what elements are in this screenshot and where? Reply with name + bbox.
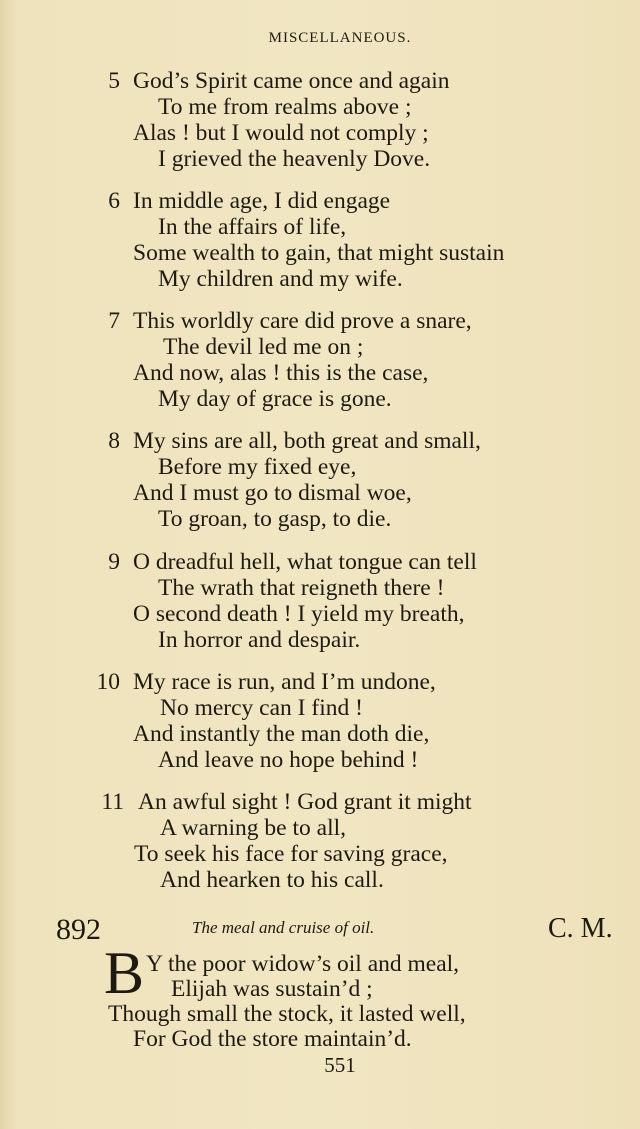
hymn-meter: C. M.: [548, 913, 613, 944]
verse-line: I grieved the heavenly Dove.: [158, 146, 431, 172]
drop-cap: B: [104, 940, 145, 1006]
verse-line: And instantly the man doth die,: [133, 721, 430, 747]
hymn-number: 892: [56, 913, 101, 946]
verse-line: Y the poor widow’s oil and meal,: [146, 951, 460, 977]
verse-line: To groan, to gasp, to die.: [158, 506, 392, 532]
stanza-number: 10: [96, 669, 120, 695]
verse-line: Alas ! but I would not comply ;: [133, 120, 429, 146]
stanza-number: 9: [108, 549, 120, 575]
verse-line: The devil led me on ;: [163, 334, 364, 360]
verse-line: Some wealth to gain, that might sustain: [133, 240, 505, 266]
running-header: MISCELLANEOUS.: [268, 30, 412, 46]
verse-line: And now, alas ! this is the case,: [133, 360, 429, 386]
verse-line: This worldly care did prove a snare,: [133, 308, 472, 334]
verse-line: God’s Spirit came once and again: [133, 68, 450, 94]
verse-line: My children and my wife.: [158, 266, 403, 292]
verse-line: To seek his face for saving grace,: [134, 841, 448, 867]
verse-line: An awful sight ! God grant it might: [138, 789, 472, 815]
hymn-title: The meal and cruise of oil.: [192, 918, 375, 937]
verse-line: In horror and despair.: [158, 627, 361, 653]
stanza-number: 5: [108, 68, 120, 94]
verse-line: And leave no hope behind !: [158, 747, 419, 773]
verse-line: In the affairs of life,: [158, 214, 347, 240]
verse-line: And hearken to his call.: [160, 867, 384, 893]
verse-line: To me from realms above ;: [158, 94, 412, 120]
verse-line: For God the store maintain’d.: [133, 1026, 412, 1052]
verse-line: Elijah was sustain’d ;: [171, 976, 373, 1002]
verse-line: No mercy can I find !: [160, 695, 363, 721]
verse-line: O dreadful hell, what tongue can tell: [133, 549, 477, 575]
stanza-number: 6: [108, 188, 120, 214]
verse-line: And I must go to dismal woe,: [133, 480, 412, 506]
verse-line: My day of grace is gone.: [158, 386, 392, 412]
stanza-number: 8: [108, 428, 120, 454]
stanza-number: 11: [101, 789, 124, 815]
verse-line: My sins are all, both great and small,: [133, 428, 481, 454]
verse-line: Before my fixed eye,: [158, 454, 357, 480]
verse-line: A warning be to all,: [160, 815, 347, 841]
stanza-number: 7: [108, 308, 120, 334]
verse-line: O second death ! I yield my breath,: [133, 601, 465, 627]
page-number: 551: [324, 1053, 356, 1077]
verse-line: In middle age, I did engage: [133, 188, 391, 214]
verse-line: The wrath that reigneth there !: [158, 575, 445, 601]
verse-line: Though small the stock, it lasted well,: [108, 1001, 466, 1027]
verse-line: My race is run, and I’m undone,: [133, 669, 436, 695]
